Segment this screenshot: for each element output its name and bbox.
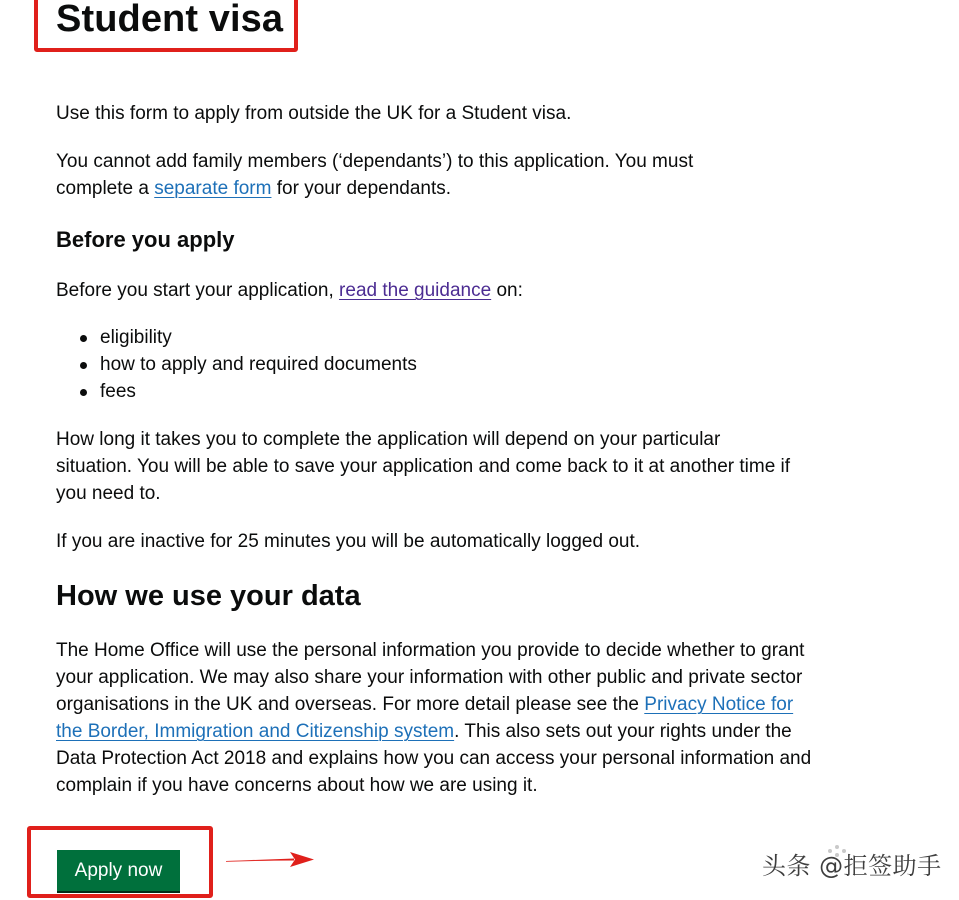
watermark-text: 头条 @拒签助手 [762, 852, 942, 880]
apply-now-button[interactable]: Apply now [57, 850, 180, 891]
button-highlight-box [27, 826, 213, 898]
dependants-paragraph [56, 148, 756, 202]
list-item: fees [100, 378, 417, 405]
guidance-text-after: on: [491, 280, 523, 301]
read-guidance-link[interactable]: read the guidance [339, 280, 492, 301]
page-title: Student visa [56, 0, 284, 40]
data-use-text-after: . This also sets out your rights under the Data Protection Act 2018 and explains how you can access your personal information and complain if you have concerns about how we are using it. [56, 721, 812, 796]
data-use-text-before: The Home Office will use the personal information you provide to decide whether to grant your application. We may also share your information with other public and private sector organisations in the UK and overseas. For more detail please see the [56, 640, 805, 715]
title-highlight-box [34, 0, 298, 52]
red-arrow-icon [224, 850, 316, 870]
list-item: eligibility [100, 324, 417, 351]
intro-paragraph: Use this form to apply from outside the UK for a Student visa. [56, 103, 572, 124]
list-item: how to apply and required documents [100, 351, 417, 378]
separate-form-link[interactable]: separate form [154, 178, 272, 199]
guidance-paragraph [56, 277, 796, 304]
privacy-notice-link[interactable]: Privacy Notice for the Border, Immigration and Citizenship system [56, 694, 794, 742]
duration-paragraph: How long it takes you to complete the application will depend on your particular situation. You will be able to save your application and come back to it at another time if you need to. [56, 429, 791, 504]
data-use-heading: How we use your data [56, 580, 361, 612]
guidance-topics-list [56, 324, 417, 405]
data-use-paragraph [56, 637, 816, 799]
dependants-text-before: You cannot add family members (‘dependants’) to this application. You must complete a [56, 151, 694, 199]
dependants-text-after: for your dependants. [271, 178, 452, 199]
inactivity-paragraph: If you are inactive for 25 minutes you will be automatically logged out. [56, 531, 641, 552]
before-you-apply-heading: Before you apply [56, 227, 235, 252]
guidance-text-before: Before you start your application, [56, 280, 340, 301]
